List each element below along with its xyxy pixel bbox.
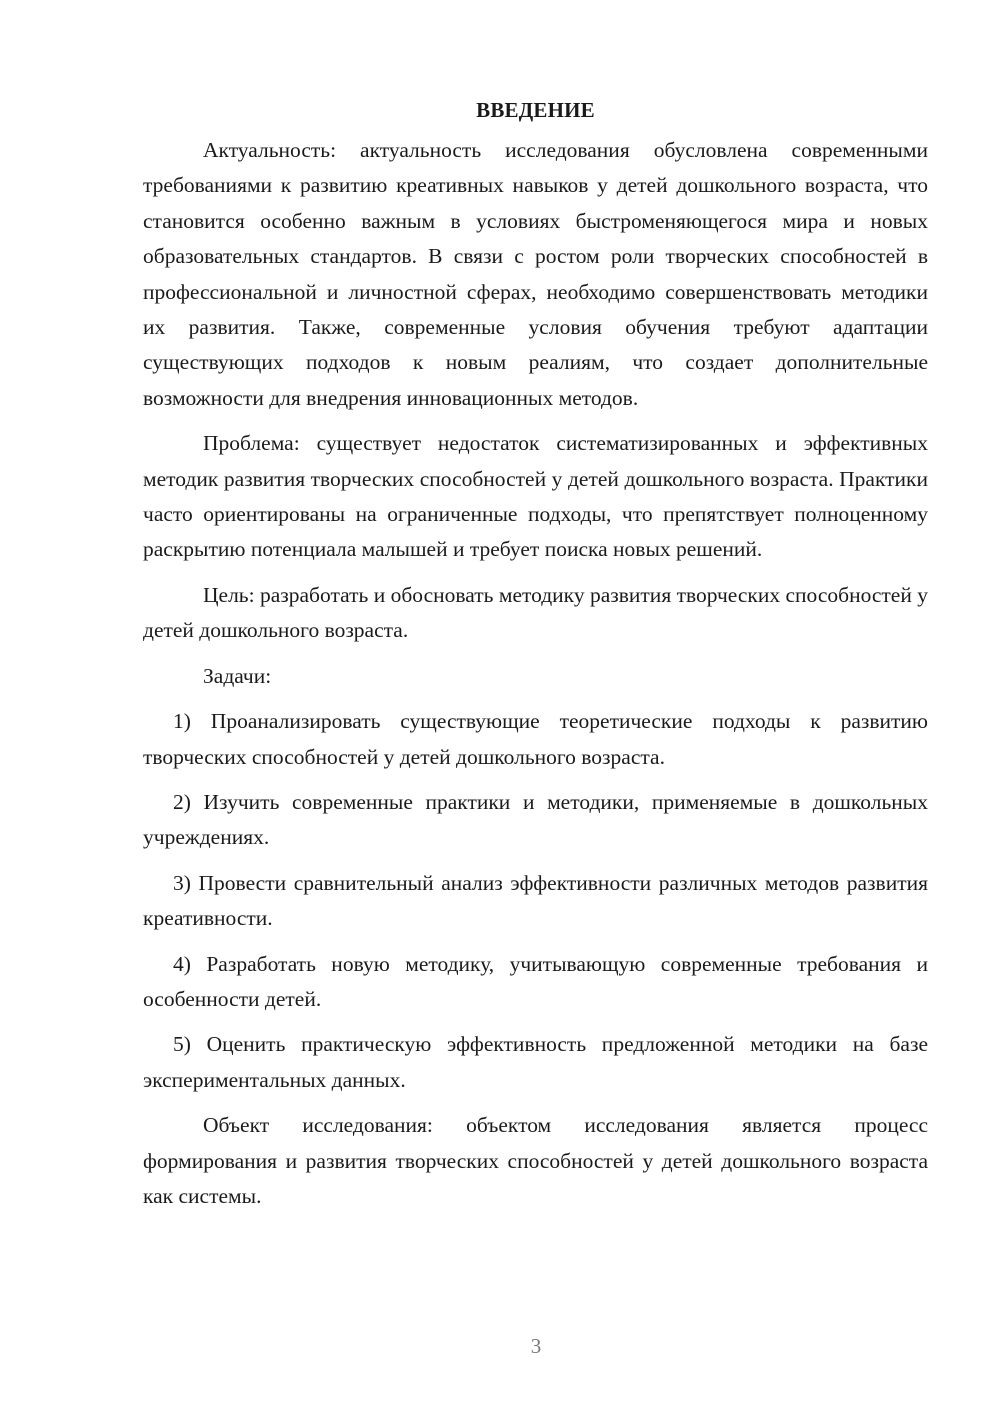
problem-paragraph: Проблема: существует недостаток систематизированных и эффективных методик развития творческих способностей у детей дошкольного возраста. Практики часто ориентированы на ограниченные подходы, что препятствует полноценному раскрытию потенциала малышей и требует поиска новых решений. <box>143 431 928 562</box>
task-item: 1) Проанализировать существующие теоретические подходы к развитию творческих способностей у детей дошкольного возраста. <box>143 709 928 769</box>
task-item: 3) Провести сравнительный анализ эффективности различных методов развития креативности. <box>143 870 928 931</box>
tasks-heading: Задачи: <box>203 663 272 688</box>
task-item: 5) Оценить практическую эффективность предложенной методики на базе экспериментальных данных. <box>143 1032 928 1092</box>
relevance-paragraph: Актуальность: актуальность исследования обусловлена современными требованиями к развитию креативных навыков у детей дошкольного возраста, что становится особенно важным в условиях быстроменяющегося мира и новых образовательных стандартов. В связи с ростом роли творческих способностей в профессиональной и личностной сферах, необходимо совершенствовать методики их развития. Также, современные условия обучения требуют адаптации существующих подходов к новым реалиям, что создает дополнительные возможности для внедрения инновационных методов. <box>143 138 928 410</box>
object-paragraph: Объект исследования: объектом исследования является процесс формирования и развития творческих способностей у детей дошкольного возраста как системы. <box>143 1113 928 1208</box>
section-title: ВВЕДЕНИЕ <box>476 98 595 122</box>
goal-paragraph: Цель: разработать и обосновать методику развития творческих способностей у детей дошкольного возраста. <box>143 582 928 643</box>
document-page <box>143 95 928 1224</box>
task-item: 4) Разработать новую методику, учитывающую современные требования и особенности детей. <box>143 951 928 1011</box>
page-number: 3 <box>530 1334 542 1358</box>
task-item: 2) Изучить современные практики и методики, применяемые в дошкольных учреждениях. <box>143 789 928 850</box>
tasks-list <box>143 704 928 1098</box>
